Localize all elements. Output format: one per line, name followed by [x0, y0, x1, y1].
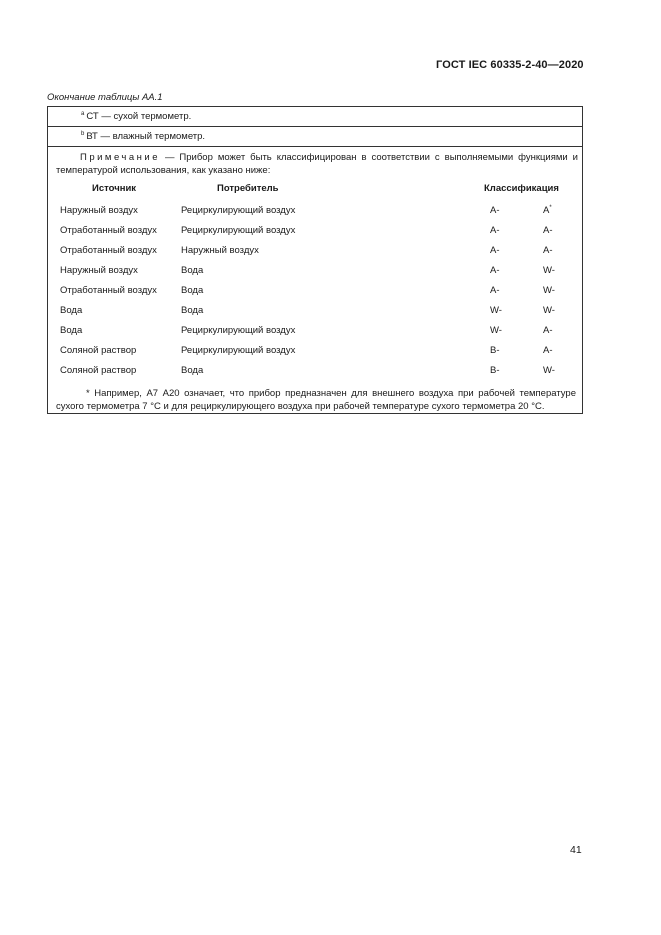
cell-class-source: B-: [490, 345, 500, 356]
cell-consumer: Вода: [181, 265, 204, 276]
cell-source: Отработанный воздух: [60, 225, 157, 236]
footnote-b: [48, 127, 582, 147]
cell-source: Соляной раствор: [60, 345, 137, 356]
cell-source: Вода: [60, 305, 83, 316]
page-number: 41: [570, 844, 582, 856]
table-row: [48, 365, 582, 385]
table-row: [48, 205, 582, 225]
cell-class-source: W-: [490, 325, 502, 336]
cell-consumer: Рециркулирующий воздух: [181, 205, 296, 216]
cell-class-source: A-: [490, 225, 500, 236]
cell-consumer: Вода: [181, 365, 204, 376]
table-row: [48, 245, 582, 265]
footnote-a-body: СТ — сухой термометр.: [86, 111, 192, 122]
cell-class-source: A-: [490, 285, 500, 296]
footnote-b-text: [81, 131, 205, 142]
footnote-b-mark: b: [81, 131, 85, 137]
cell-consumer: Рециркулирующий воздух: [181, 325, 296, 336]
footnote-b-body: ВТ — влажный термометр.: [86, 131, 206, 142]
cell-class-consumer-value: A: [543, 205, 550, 216]
cell-class-consumer: A-: [543, 245, 553, 256]
footnote-a: [48, 107, 582, 127]
cell-class-consumer: W-: [543, 285, 555, 296]
table-row: [48, 285, 582, 305]
asterisk-mark: *: [549, 205, 552, 211]
table-aa1-end: [47, 106, 583, 414]
cell-source: Наружный воздух: [60, 205, 138, 216]
cell-class-consumer: A-: [543, 225, 553, 236]
cell-class-consumer: W-: [543, 265, 555, 276]
example-note: * Например, А7 А20 означает, что прибор предназначен для внешнего воздуха при рабочей температуре сухого термометра 7 °С и для рециркулирующего воздуха при рабочей температуре сухого термометра 20 °С.: [56, 388, 576, 412]
footnote-a-mark: a: [81, 111, 85, 117]
cell-consumer: Рециркулирующий воздух: [181, 225, 296, 236]
cell-consumer: Рециркулирующий воздух: [181, 345, 296, 356]
note-label: Примечание: [80, 152, 160, 163]
document-header: ГОСТ IEC 60335-2-40—2020: [436, 59, 584, 71]
cell-class-source: B-: [490, 365, 500, 376]
cell-source: Наружный воздух: [60, 265, 138, 276]
cell-consumer: Наружный воздух: [181, 245, 259, 256]
cell-class-source: W-: [490, 305, 502, 316]
table-row: [48, 345, 582, 365]
cell-source: Вода: [60, 325, 83, 336]
header-classification: Классификация: [484, 183, 559, 194]
table-caption: Окончание таблицы АА.1: [47, 92, 163, 103]
cell-class-source: A-: [490, 245, 500, 256]
cell-class-consumer: W-: [543, 305, 555, 316]
note-block: [56, 151, 578, 177]
cell-consumer: Вода: [181, 305, 204, 316]
cell-class-consumer: A-: [543, 325, 553, 336]
cell-class-consumer: A-: [543, 345, 553, 356]
cell-class-consumer: W-: [543, 365, 555, 376]
cell-class-source: A-: [490, 265, 500, 276]
cell-class-source: A-: [490, 205, 500, 216]
cell-source: Отработанный воздух: [60, 285, 157, 296]
header-source: Источник: [92, 183, 137, 194]
table-row: [48, 225, 582, 245]
table-row: [48, 265, 582, 285]
table-row: [48, 325, 582, 345]
note-text: — Прибор может быть классифицирован в соответствии с выполняемыми функциями и температурой использования, как указано ниже:: [56, 152, 578, 176]
table-row: [48, 305, 582, 325]
cell-consumer: Вода: [181, 285, 204, 296]
footnote-a-text: [81, 111, 191, 122]
note-paragraph: [56, 151, 578, 177]
header-consumer: Потребитель: [217, 183, 279, 194]
cell-class-consumer: [543, 205, 552, 216]
cell-source: Отработанный воздух: [60, 245, 157, 256]
cell-source: Соляной раствор: [60, 365, 137, 376]
